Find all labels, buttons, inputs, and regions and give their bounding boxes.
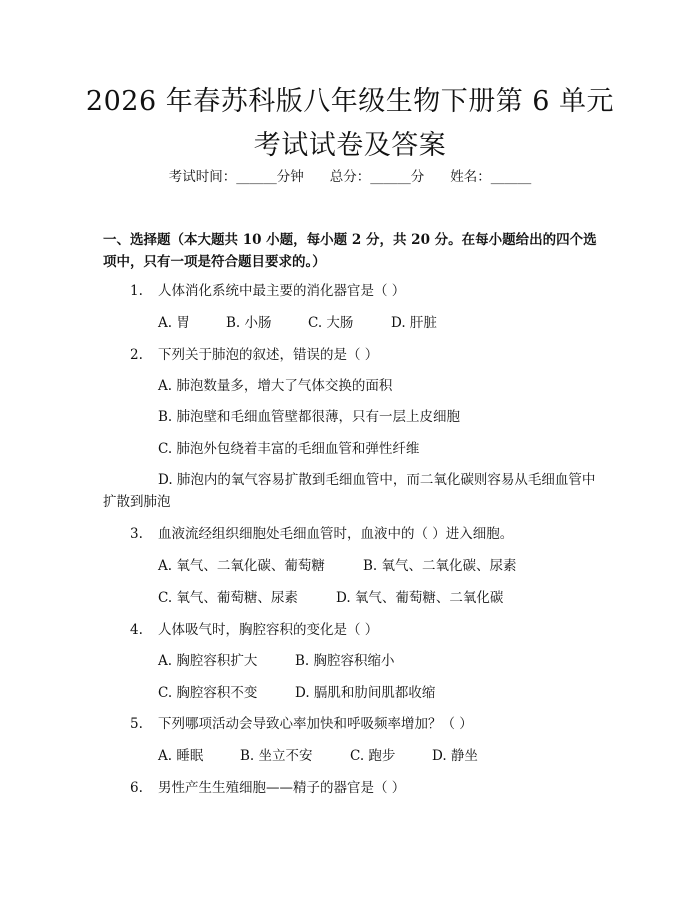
question-text: 下列关于肺泡的叙述，错误的是（ ）	[158, 347, 379, 363]
question-number: 4.	[130, 622, 143, 638]
option-d: D. 肝脏	[391, 315, 437, 331]
question-2-option-d: D. 肺泡内的氧气容易扩散到毛细血管中，而二氧化碳则容易从毛细血管中扩散到肺泡	[103, 472, 596, 510]
question-number: 3.	[130, 526, 143, 542]
question-1-options	[158, 313, 437, 333]
option-a: A. 睡眠	[158, 748, 204, 764]
question-text: 血液流经组织细胞处毛细血管时，血液中的（ ）进入细胞。	[158, 526, 514, 542]
question-6	[130, 778, 405, 798]
question-text: 人体吸气时，胸腔容积的变化是（ ）	[158, 622, 379, 638]
question-text: 人体消化系统中最主要的消化器官是（ ）	[158, 283, 406, 299]
question-2-option-b: B. 肺泡壁和毛细血管壁都很薄，只有一层上皮细胞	[158, 409, 461, 425]
question-3-options-row-2	[158, 588, 503, 608]
question-5	[130, 714, 473, 734]
option-a: A. 胸腔容积扩大	[158, 653, 258, 669]
question-4	[130, 620, 378, 640]
question-2-option-c: C. 肺泡外包绕着丰富的毛细血管和弹性纤维	[158, 441, 420, 457]
option-b: B. 氧气、二氧化碳、尿素	[363, 558, 517, 574]
option-d: D. 静坐	[432, 748, 478, 764]
option-a: A. 胃	[158, 315, 190, 331]
question-number: 5.	[130, 716, 143, 732]
question-text: 下列哪项活动会导致心率加快和呼吸频率增加？（ ）	[158, 716, 473, 732]
question-1	[130, 281, 405, 301]
document-title: 2026 年春苏科版八年级生物下册第 6 单元考试试卷及答案	[85, 86, 615, 161]
exam-info	[0, 167, 700, 187]
option-c: C. 胸腔容积不变	[158, 685, 258, 701]
question-5-options	[158, 746, 478, 766]
question-4-options-row-1	[158, 651, 395, 671]
option-d: D. 氧气、葡萄糖、二氧化碳	[336, 590, 504, 606]
option-b: B. 小肠	[226, 315, 272, 331]
question-3	[130, 524, 513, 544]
option-c: C. 氧气、葡萄糖、尿素	[158, 590, 298, 606]
question-4-options-row-2	[158, 683, 435, 703]
question-number: 2.	[130, 347, 143, 363]
option-a: A. 氧气、二氧化碳、葡萄糖	[158, 558, 325, 574]
exam-time: 考试时间：______分钟	[168, 169, 304, 185]
exam-score: 总分：______分	[329, 169, 425, 185]
option-c: C. 跑步	[350, 748, 396, 764]
option-b: B. 胸腔容积缩小	[295, 653, 395, 669]
option-c: C. 大肠	[308, 315, 354, 331]
option-b: B. 坐立不安	[240, 748, 313, 764]
option-d: D. 膈肌和肋间肌都收缩	[295, 685, 436, 701]
exam-name: 姓名：______	[450, 169, 532, 185]
question-text: 男性产生生殖细胞——精子的器官是（ ）	[158, 780, 406, 796]
question-number: 1.	[130, 283, 143, 299]
question-2-option-a: A. 肺泡数量多，增大了气体交换的面积	[158, 378, 393, 394]
question-2	[130, 345, 378, 365]
question-number: 6.	[130, 780, 143, 796]
section-heading: 一、选择题（本大题共 10 小题，每小题 2 分，共 20 分。在每小题给出的四个选项中，只有一项是符合题目要求的。）	[103, 232, 597, 270]
question-3-options-row-1	[158, 556, 517, 576]
